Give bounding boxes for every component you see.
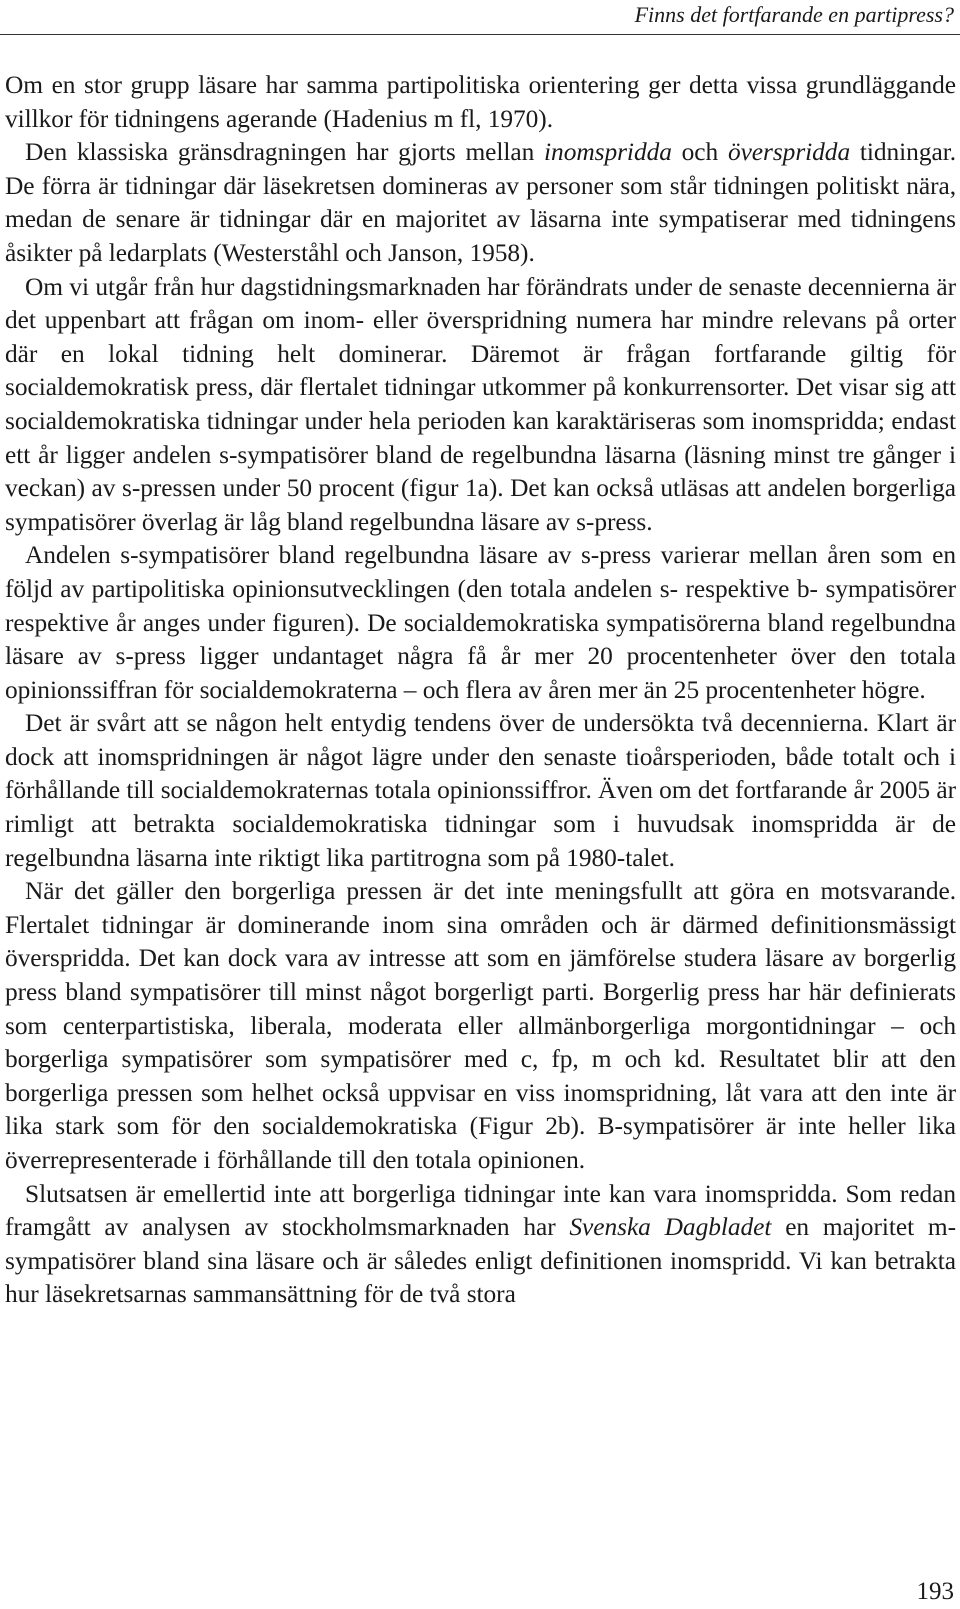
paragraph-7-text-a: Slutsatsen är emellertid inte att borgerliga tidningar inte kan vara inomspridda. Som redan framgått av analysen av stockholmsmarknaden har: [5, 1179, 956, 1242]
paragraph-1-text: Om en stor grupp läsare har samma partipolitiska orientering ger detta vissa grundläggande villkor för tidningens agerande (Hadenius m fl, 1970).: [5, 71, 956, 133]
body-text: [5, 69, 956, 1312]
paragraph-2: [5, 136, 956, 270]
running-header: Finns det fortfarande en partipress?: [634, 2, 954, 27]
paragraph-4-text: Andelen s-sympatisörer bland regelbundna läsare av s-press varierar mellan åren som en följd av partipolitiska opinionsutvecklingen (den totala andelen s- respektive b- sympatisörer respektive år anges under figuren). De socialdemokratiska sympatisörerna bland regelbundna läsare av s-press ligger undantaget några få år mer 20 procentenheter över den totala opinionssiffran för socialdemokraterna – och flera av åren mer än 25 procentenheter högre.: [5, 541, 956, 704]
term-inomspridda: inomspridda: [544, 138, 672, 167]
paragraph-2-text-b: och: [671, 138, 728, 167]
paragraph-3: [5, 271, 956, 540]
paragraph-5-text: Det är svårt att se någon helt entydig tendens över de undersökta två decennierna. Klart är dock att inomspridningen är något lägre under den senaste tioårsperioden, både totalt och i förhållande till socialdemokraternas totala opinionssiffror. Även om det fortfarande år 2005 är rimligt att betrakta socialdemokratiska tidningar som i huvudsak inomspridda är de regelbundna läsarna inte riktigt lika partitrogna som på 1980-talet.: [5, 709, 956, 872]
paragraph-7-text-b: en majoritet m-sympatisörer bland sina läsare och är således enligt definitionen inomspridd. Vi kan betrakta hur läsekretsarnas sammansättning för de två stora: [5, 1213, 956, 1309]
paragraph-2-text-c: tidningar. De förra är tidningar där läsekretsen domineras av personer som står tidningen politiskt nära, medan de senare är tidningar där en majoritet av läsarna inte sympatiserar med tidningens åsikter på ledarplats (Westerståhl och Janson, 1958).: [5, 138, 956, 267]
paragraph-6: [5, 875, 956, 1177]
paragraph-1: [5, 69, 956, 136]
newspaper-title: Svenska Dagbladet: [569, 1213, 772, 1242]
header-rule: [0, 34, 960, 35]
paragraph-7: [5, 1178, 956, 1312]
paragraph-5: [5, 707, 956, 875]
paragraph-6-text: När det gäller den borgerliga pressen är det inte meningsfullt att göra en motsvarande. Flertalet tidningar är dominerande inom sina områden och är därmed definitionsmässigt överspridda. Det kan dock vara av intresse att som en jämförelse studera läsare av borgerlig press bland sympatisörer till minst något borgerligt parti. Borgerlig press har här definierats som centerpartistiska, liberala, moderata eller allmänborgerliga morgontidningar – och borgerliga sympatisörer som sympatisörer med c, fp, m och kd. Resultatet blir att den borgerliga pressen som helhet också uppvisar en viss inomspridning, låt vara att den inte är lika stark som för den socialdemokratiska (Figur 2b). B-sympatisörer är inte heller lika överrepresenterade i förhållande till den totala opinionen.: [5, 877, 956, 1174]
paragraph-4: [5, 539, 956, 707]
term-overspridda: överspridda: [727, 138, 851, 167]
page-number: 193: [916, 1578, 954, 1605]
paragraph-2-text-a: Den klassiska gränsdragningen har gjorts mellan: [25, 138, 545, 167]
paragraph-3-text: Om vi utgår från hur dagstidningsmarknaden har förändrats under de senaste decennierna är det uppenbart att frågan om inom- eller överspridning numera har mindre relevans på orter där en lokal tidning helt dominerar. Däremot är frågan fortfarande giltig för socialdemokratisk press, där flertalet tidningar utkommer på konkurrensorter. Det visar sig att socialdemokratiska tidningar under hela perioden kan karaktäriseras som inomspridda; endast ett år ligger andelen s-sympatisörer bland de regelbundna läsarna (läsning minst tre gånger i veckan) av s-pressen under 50 procent (figur 1a). Det kan också utläsas att andelen borgerliga sympatisörer överlag är låg bland regelbundna läsare av s-press.: [5, 272, 956, 536]
